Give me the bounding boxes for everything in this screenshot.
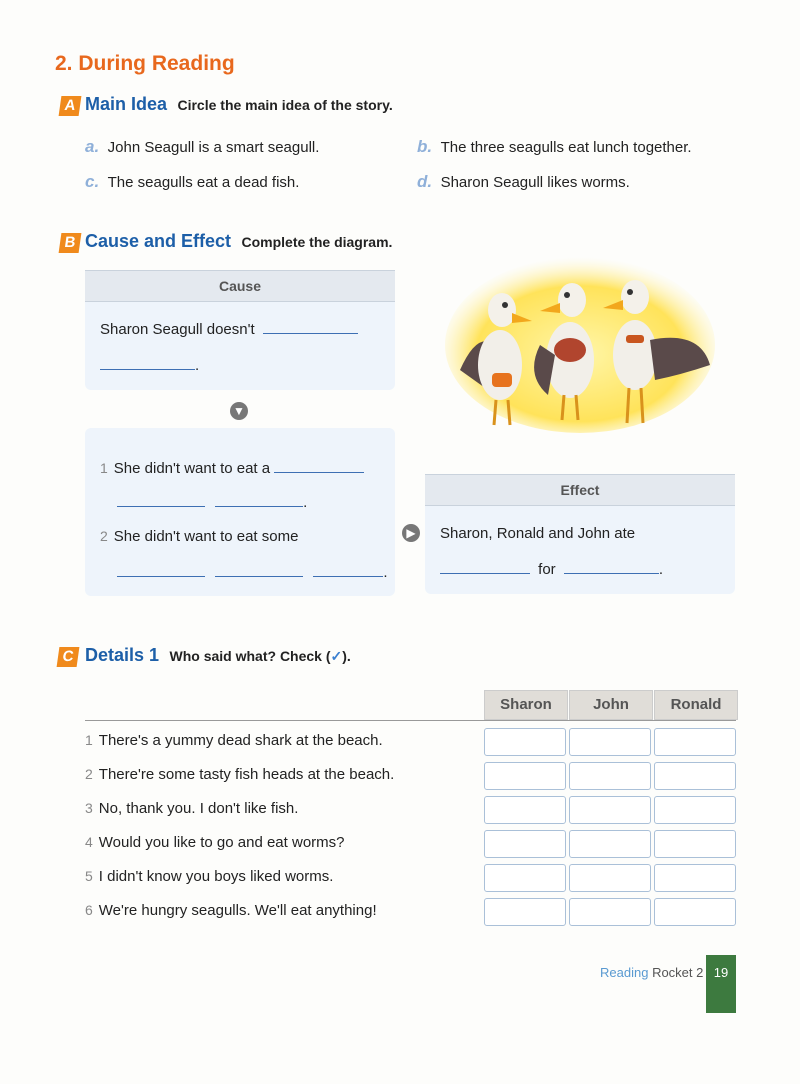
option-letter: b. [417,137,433,156]
details-table [85,730,736,934]
footer-book-title [600,965,703,980]
reason-2-text: She didn't want to eat some [113,528,299,545]
arrow-down-icon: ▼ [230,402,248,420]
column-header-ronald: Ronald [654,690,738,720]
check-cell-john[interactable] [569,898,651,926]
check-cell-ronald[interactable] [654,864,736,892]
reason-1 [100,458,364,477]
cause-sentence-line2 [100,355,199,374]
effect-blank-1[interactable] [440,559,530,574]
check-cell-john[interactable] [569,864,651,892]
effect-label: Effect [425,474,735,506]
reason-1-line2 [117,492,307,511]
check-cell-sharon[interactable] [484,830,566,858]
option-text: Sharon Seagull likes worms. [440,174,630,191]
table-row [85,764,736,798]
effect-line2 [440,559,663,578]
table-row [85,798,736,832]
part-a-heading: Main Idea [85,94,168,114]
row-text: There're some tasty fish heads at the beach. [98,766,395,783]
part-a-badge: A [59,96,82,116]
option-text: The three seagulls eat lunch together. [440,139,692,156]
part-a-header [85,94,393,115]
reason-2-period: . [383,564,388,581]
effect-text: Sharon, Ronald and John ate [440,525,636,542]
reason-1-blank-3[interactable] [215,492,303,507]
table-header-rule [85,720,736,721]
part-c-instruction-end: ). [342,648,351,664]
check-cell-john[interactable] [569,762,651,790]
part-b-badge: B [59,233,82,253]
effect-period: . [658,561,664,578]
reason-2-blank-2[interactable] [215,562,303,577]
check-cell-ronald[interactable] [654,898,736,926]
row-text: There's a yummy dead shark at the beach. [98,732,383,749]
reason-2-blank-1[interactable] [117,562,205,577]
check-cell-john[interactable] [569,830,651,858]
check-cell-sharon[interactable] [484,864,566,892]
row-text: No, thank you. I don't like fish. [98,800,299,817]
reason-2-num: 2 [100,528,108,544]
option-letter: d. [417,172,433,191]
part-c-instruction-start: Who said what? Check ( [169,648,331,664]
page-number: 19 [706,955,736,1013]
section-title: 2. During Reading [55,52,235,75]
row-text: Would you like to go and eat worms? [98,834,345,851]
check-cell-sharon[interactable] [484,796,566,824]
part-c-heading: Details 1 [85,645,160,665]
row-num: 3 [85,800,93,816]
check-cell-sharon[interactable] [484,728,566,756]
check-cell-ronald[interactable] [654,830,736,858]
check-cell-ronald[interactable] [654,762,736,790]
seagulls-illustration [440,255,720,445]
reason-1-blank-1[interactable] [274,458,364,473]
table-row [85,900,736,934]
part-b-header [85,231,392,252]
reason-1-num: 1 [100,460,108,476]
effect-for: for [538,561,556,578]
option-text: The seagulls eat a dead fish. [107,174,300,191]
column-header-sharon: Sharon [484,690,568,720]
check-cell-sharon[interactable] [484,898,566,926]
option-letter: a. [85,137,100,156]
option-c[interactable] [85,172,299,192]
option-d[interactable] [417,172,630,192]
row-num: 1 [85,732,93,748]
option-a[interactable] [85,137,319,157]
reason-1-period: . [303,494,308,511]
row-num: 4 [85,834,93,850]
option-letter: c. [85,172,100,191]
footer-reading: Reading [600,965,649,980]
footer-rocket: Rocket 2 [652,965,704,980]
row-num: 2 [85,766,93,782]
arrow-right-icon: ▶ [402,524,420,542]
table-row [85,866,736,900]
check-cell-john[interactable] [569,728,651,756]
check-cell-john[interactable] [569,796,651,824]
reason-1-text: She didn't want to eat a [113,460,271,477]
cause-text: Sharon Seagull doesn't [100,321,255,338]
part-b-instruction: Complete the diagram. [241,234,393,250]
column-header-john: John [569,690,653,720]
part-b-heading: Cause and Effect [85,231,232,251]
check-mark-icon: ✓ [330,648,343,664]
reason-2-line2 [117,562,388,581]
cause-label: Cause [85,270,395,302]
reason-2 [100,528,298,545]
reason-1-blank-2[interactable] [117,492,205,507]
check-cell-ronald[interactable] [654,796,736,824]
effect-blank-2[interactable] [564,559,659,574]
part-a-instruction: Circle the main idea of the story. [177,97,393,113]
check-cell-sharon[interactable] [484,762,566,790]
row-num: 5 [85,868,93,884]
table-row [85,730,736,764]
check-cell-ronald[interactable] [654,728,736,756]
reason-2-blank-3[interactable] [313,562,383,577]
row-text: We're hungry seagulls. We'll eat anything! [98,902,377,919]
table-row [85,832,736,866]
option-text: John Seagull is a smart seagull. [107,139,320,156]
row-num: 6 [85,902,93,918]
part-c-badge: C [57,647,80,667]
cause-blank-2[interactable] [100,355,195,370]
cause-period: . [195,357,200,374]
cause-sentence [100,319,358,338]
option-b[interactable] [417,137,692,157]
row-text: I didn't know you boys liked worms. [98,868,334,885]
part-c-header [85,645,351,666]
cause-blank-1[interactable] [263,319,358,334]
